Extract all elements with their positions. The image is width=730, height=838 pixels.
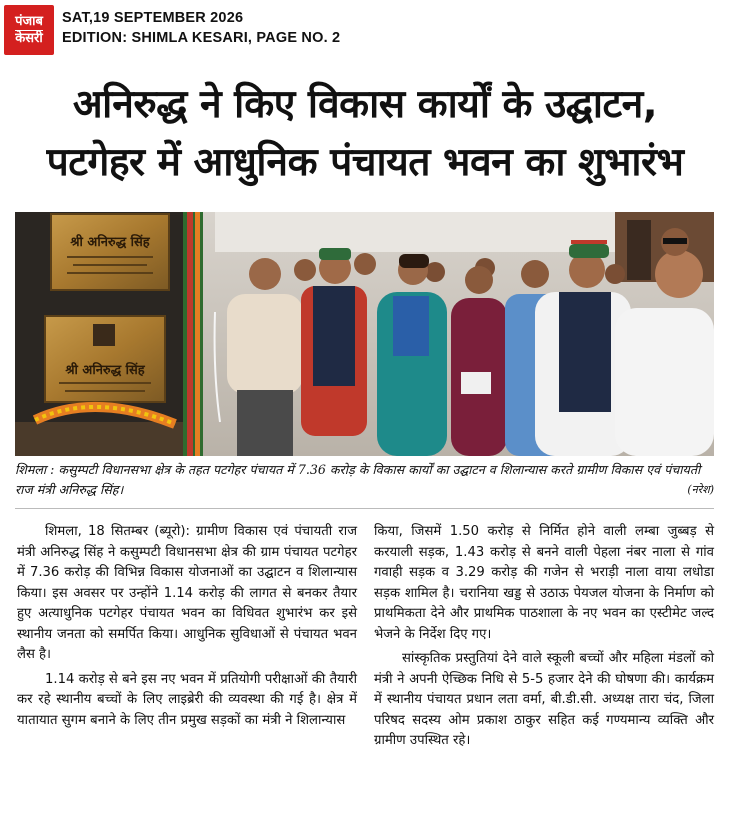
punjab-kesari-logo <box>4 5 54 55</box>
foundation-plaque-top <box>51 214 169 290</box>
article-column-right <box>374 522 714 752</box>
headline-line-1: अनिरुद्ध ने किए विकास कार्यों के उद्घाटन, <box>72 82 658 127</box>
inauguration-photo-illustration <box>15 212 714 456</box>
headline-line-2: पटगेहर में आधुनिक पंचायत भवन का शुभारंभ <box>46 140 684 185</box>
news-photo <box>15 212 714 456</box>
article-column-left <box>17 522 357 731</box>
article-paragraph: 1.14 करोड़ से बने इस नए भवन में प्रतियोगी परीक्षाओं की तैयारी कर रहे स्थानीय बच्चों के लिए लाइब्रेरी की व्यवस्था की गई है। क्षेत्र में यातायात सुगम बनाने के लिए तीन प्रमुख सड़कों का मंत्री ने शिलान्यास <box>17 671 357 728</box>
photo-credit: (नरेश) <box>687 483 714 496</box>
plaque-bottom-text: श्री अनिरुद्ध सिंह <box>65 363 145 378</box>
masthead <box>0 0 730 58</box>
article-paragraph: सांस्कृतिक प्रस्तुतियां देने वाले स्कूली बच्चों और महिला मंडलों को मंत्री ने अपनी ऐच्छिक निधि से 5-5 हजार देने की घोषणा की। कार्यक्रम में स्थानीय पंचायत प्रधान लता वर्मा, बी.डी.सी. अध्यक्ष तारा चंद, जिला परिषद सदस्य ओम प्रकाश ठाकुर सहित कई गण्यमान्य व्यक्ति और ग्रामीण उपस्थित रहे। <box>374 651 714 748</box>
foundation-plaque-bottom <box>45 316 165 402</box>
edition-line: EDITION: SHIMLA KESARI, PAGE NO. 2 <box>62 30 341 46</box>
article-paragraph: शिमला, 18 सितम्बर (ब्यूरो): ग्रामीण विकास एवं पंचायती राज मंत्री अनिरुद्ध सिंह ने कसुम्पटी विधानसभा क्षेत्र की ग्राम पंचायत पटगेहर में 7.36 करोड़ की विभिन्न विकास योजनाओं का उद्घाटन व शिलान्यास किया। इस अवसर पर उन्होंने 1.14 करोड़ की लागत से बनकर तैयार हुए अत्याधुनिक पटगेहर पंचायत भवन का विधिवत शुभारंभ कर इसे स्थानीय जनता को समर्पित किया। आधुनिक सुविधाओं से पंचायत भवन लैस है। <box>17 524 357 662</box>
publication-date: SAT,19 SEPTEMBER 2026 <box>62 10 244 26</box>
logo-line-2: केसरी <box>15 30 43 46</box>
caption-divider <box>15 508 714 509</box>
caption-text: शिमला : कसुम्पटी विधानसभा क्षेत्र के तहत पटगेहर पंचायत में 7.36 करोड़ के विकास कार्यों का उद्घाटन व शिलान्यास करते ग्रामीण विकास एवं पंचायती राज मंत्री अनिरुद्ध सिंह। <box>15 462 701 497</box>
logo-line-1: पंजाब <box>15 13 43 29</box>
photo-caption <box>15 460 714 500</box>
plaque-top-text: श्री अनिरुद्ध सिंह <box>70 235 150 250</box>
headline <box>0 76 730 192</box>
edition-info <box>62 8 340 48</box>
article-paragraph: किया, जिसमें 1.50 करोड़ से निर्मित होने वाली लम्बा जुब्बड़ से करयाली सड़क, 1.43 करोड़ से बनने वाली पेहला नंबर नाला से गांव गवाही सड़क व 3.29 करोड़ की गजेन से भराड़ी नाला वाया लधोडा सड़क शामिल है। चरानिया खड्ड से उठाऊ पेयजल योजना के निर्माण को प्राथमिकता देने और प्राथमिक पाठशाला के नए भवन का एस्टीमेट जल्द भेजने के निर्देश दिए गए। <box>374 524 714 642</box>
